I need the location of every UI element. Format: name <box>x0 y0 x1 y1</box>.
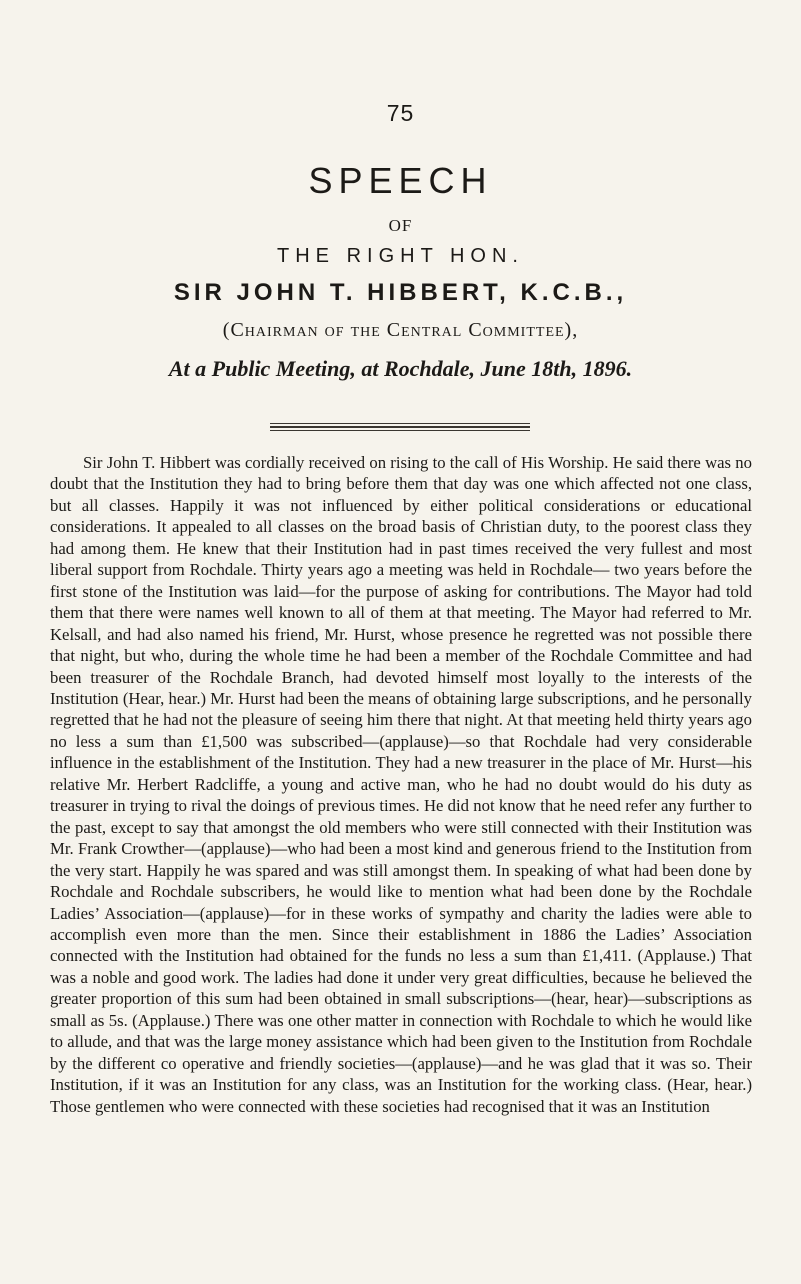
speech-body: Sir John T. Hibbert was cordially received on rising to the call of His Worship. He said there was no doubt that the Institution they had to bring before them that day was one which affected not one class, but all classes. Happily it was not influenced by either political considerations or educational considerations. It appealed to all classes on the broad basis of Christian duty, to the poorest class they had among them. He knew that their Institution had in past times received the very fullest and most liberal support from Rochdale. Thirty years ago a meeting was held in Rochdale— two years before the first stone of the Institution was laid—for the purpose of asking for contributions. The Mayor had told them that there were names well known to all of them at that meeting. The Mayor had referred to Mr. Kelsall, and had also named his friend, Mr. Hurst, whose presence he regretted was not possible there that night, but who, during the whole time he had been a member of the Rochdale Committee and had been treasurer of the Rochdale Branch, had devoted himself most loyally to the interests of the Institution (Hear, hear.) Mr. Hurst had been the means of obtaining large subscriptions, and he personally regretted that he had not the pleasure of seeing him there that night. At that meeting held thirty years ago no less a sum than £1,500 was subscribed—(applause)—so that Rochdale had very considerable influence in the establishment of the Institution. They had a new treasurer in the place of Mr. Hurst—his relative Mr. Herbert Radcliffe, a young and active man, who he had no doubt would do his duty as treasurer in trying to rival the doings of previous times. He did not know that he need refer any further to the past, except to say that amongst the old members who were still connected with their Institution was Mr. Frank Crowther—(applause)—who had been a most kind and generous friend to the Institution from the very start. Happily he was spared and was still amongst them. In speaking of what had been done by Rochdale and Rochdale subscribers, he would like to mention what had been done by the Rochdale Ladies’ Association—(applause)—for in these works of sympathy and charity the ladies were able to accomplish even more than the men. Since their establishment in 1886 the Ladies’ Association connected with the Institution had obtained for the funds no less a sum than £1,411. (Applause.) That was a noble and good work. The ladies had done it under very great difficulties, because he believed the greater proportion of this sum had been obtained in small subscriptions—(hear, hear)—subscriptions as small as 5s. (Applause.) There was one other matter in connection with Rochdale to which he would like to allude, and that was the large money assistance which had been given to the Institution from Rochdale by the different co operative and friendly societies—(applause)—and he was glad that it was so. Their Institution, if it was an Institution for any class, was an Institution for the working class. (Hear, hear.) Those gentlemen who were connected with these societies had recognised that it was an Institution <box>50 453 752 1116</box>
rule-line <box>270 423 530 424</box>
speaker-role: (Chairman of the Central Committee), <box>222 319 579 341</box>
meeting-occasion: At a Public Meeting, at Rochdale, June 18th, 1896. <box>168 356 633 381</box>
rule-line <box>270 430 530 431</box>
speaker-name: SIR JOHN T. HIBBERT, K.C.B., <box>173 279 628 306</box>
rule-line <box>270 426 530 428</box>
decorative-rule <box>270 423 530 433</box>
speaker-honorific: THE RIGHT HON. <box>277 245 524 267</box>
heading-of: OF <box>388 216 413 235</box>
page-number: 75 <box>386 100 415 126</box>
speech-heading: SPEECH <box>308 160 493 201</box>
